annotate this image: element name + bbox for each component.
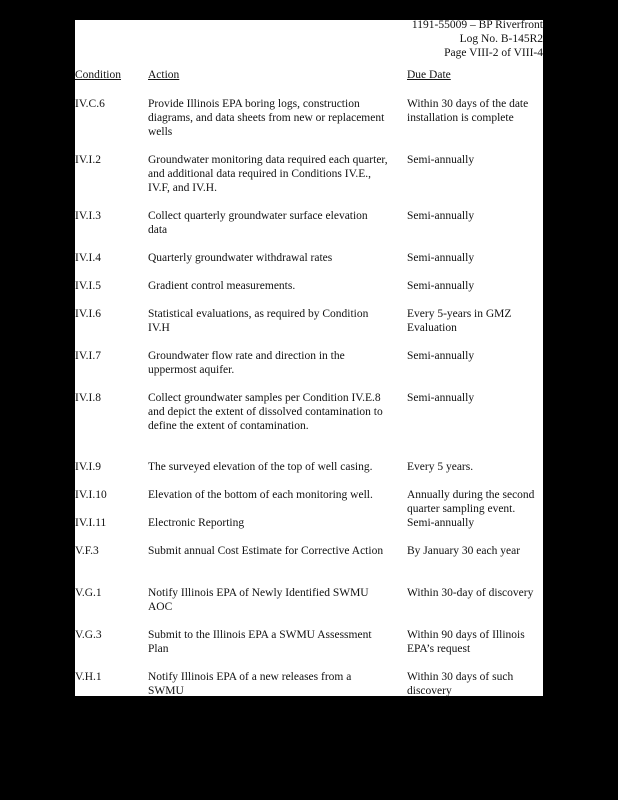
row-action: Collect quarterly groundwater surface elevation data <box>148 210 368 236</box>
document-header <box>412 20 543 60</box>
row-action: Groundwater flow rate and direction in the uppermost aquifer. <box>148 350 345 376</box>
row-due-date: Semi-annually <box>407 280 475 292</box>
row-due-date: Within 30-day of discovery <box>407 587 534 599</box>
row-due-date: Every 5 years. <box>407 461 474 473</box>
row-action: Submit to the Illinois EPA a SWMU Assessment Plan <box>148 629 372 655</box>
row-action: Electronic Reporting <box>148 517 245 529</box>
row-condition: IV.I.4 <box>75 252 101 264</box>
row-due-date: Within 30 days of the date installation is complete <box>407 98 529 124</box>
row-due-date: Semi-annually <box>407 154 475 166</box>
row-action: Notify Illinois EPA of a new releases from a SWMU <box>148 671 352 696</box>
row-condition: IV.I.9 <box>75 461 101 473</box>
row-condition: IV.I.5 <box>75 280 101 292</box>
row-due-date: Semi-annually <box>407 252 475 264</box>
column-header-due-date: Due Date <box>407 69 451 81</box>
header-permit-line: 1191-55009 – BP Riverfront <box>411 20 543 31</box>
header-log-line: Log No. B-145R2 <box>459 33 543 45</box>
row-action: Gradient control measurements. <box>148 280 296 292</box>
column-header-action: Action <box>148 69 180 81</box>
row-due-date: By January 30 each year <box>407 545 521 557</box>
row-condition: IV.I.10 <box>75 489 107 501</box>
row-due-date: Annually during the second quarter sampling event. <box>407 489 535 515</box>
document-page <box>75 20 543 696</box>
row-condition: V.H.1 <box>75 671 102 683</box>
row-condition: IV.I.3 <box>75 210 101 222</box>
row-due-date: Semi-annually <box>407 350 475 362</box>
row-due-date: Within 30 days of such discovery <box>407 671 514 696</box>
row-condition: IV.I.2 <box>75 154 101 166</box>
row-due-date: Semi-annually <box>407 517 475 529</box>
row-condition: IV.I.6 <box>75 308 101 320</box>
header-page-line: Page VIII-2 of VIII-4 <box>444 47 543 59</box>
row-action: The surveyed elevation of the top of well casing. <box>148 461 373 473</box>
row-due-date: Every 5-years in GMZ Evaluation <box>407 308 512 334</box>
row-condition: IV.I.7 <box>75 350 101 362</box>
row-action: Groundwater monitoring data required each quarter, and additional data required in Conditions IV.E., IV.F, and IV.H. <box>148 154 388 194</box>
row-condition: IV.I.11 <box>75 517 107 529</box>
column-header-condition: Condition <box>75 69 122 81</box>
row-due-date: Semi-annually <box>407 210 475 222</box>
row-action: Notify Illinois EPA of Newly Identified SWMU AOC <box>148 587 369 613</box>
row-condition: V.G.3 <box>75 629 102 641</box>
row-action: Quarterly groundwater withdrawal rates <box>148 252 333 264</box>
row-action: Elevation of the bottom of each monitoring well. <box>148 489 373 501</box>
row-condition: IV.I.8 <box>75 392 101 404</box>
row-action: Collect groundwater samples per Condition IV.E.8 and depict the extent of dissolved contamination to define the extent of contamination. <box>148 392 383 432</box>
row-condition: V.G.1 <box>75 587 102 599</box>
row-due-date: Semi-annually <box>407 392 475 404</box>
row-due-date: Within 90 days of Illinois EPA’s request <box>407 629 525 655</box>
row-condition: V.F.3 <box>75 545 99 557</box>
row-action: Provide Illinois EPA boring logs, construction diagrams, and data sheets from new or replacement wells <box>148 98 385 138</box>
row-action: Submit annual Cost Estimate for Corrective Action <box>148 545 384 557</box>
row-condition: IV.C.6 <box>75 98 105 110</box>
row-action: Statistical evaluations, as required by Condition IV.H <box>148 308 369 334</box>
